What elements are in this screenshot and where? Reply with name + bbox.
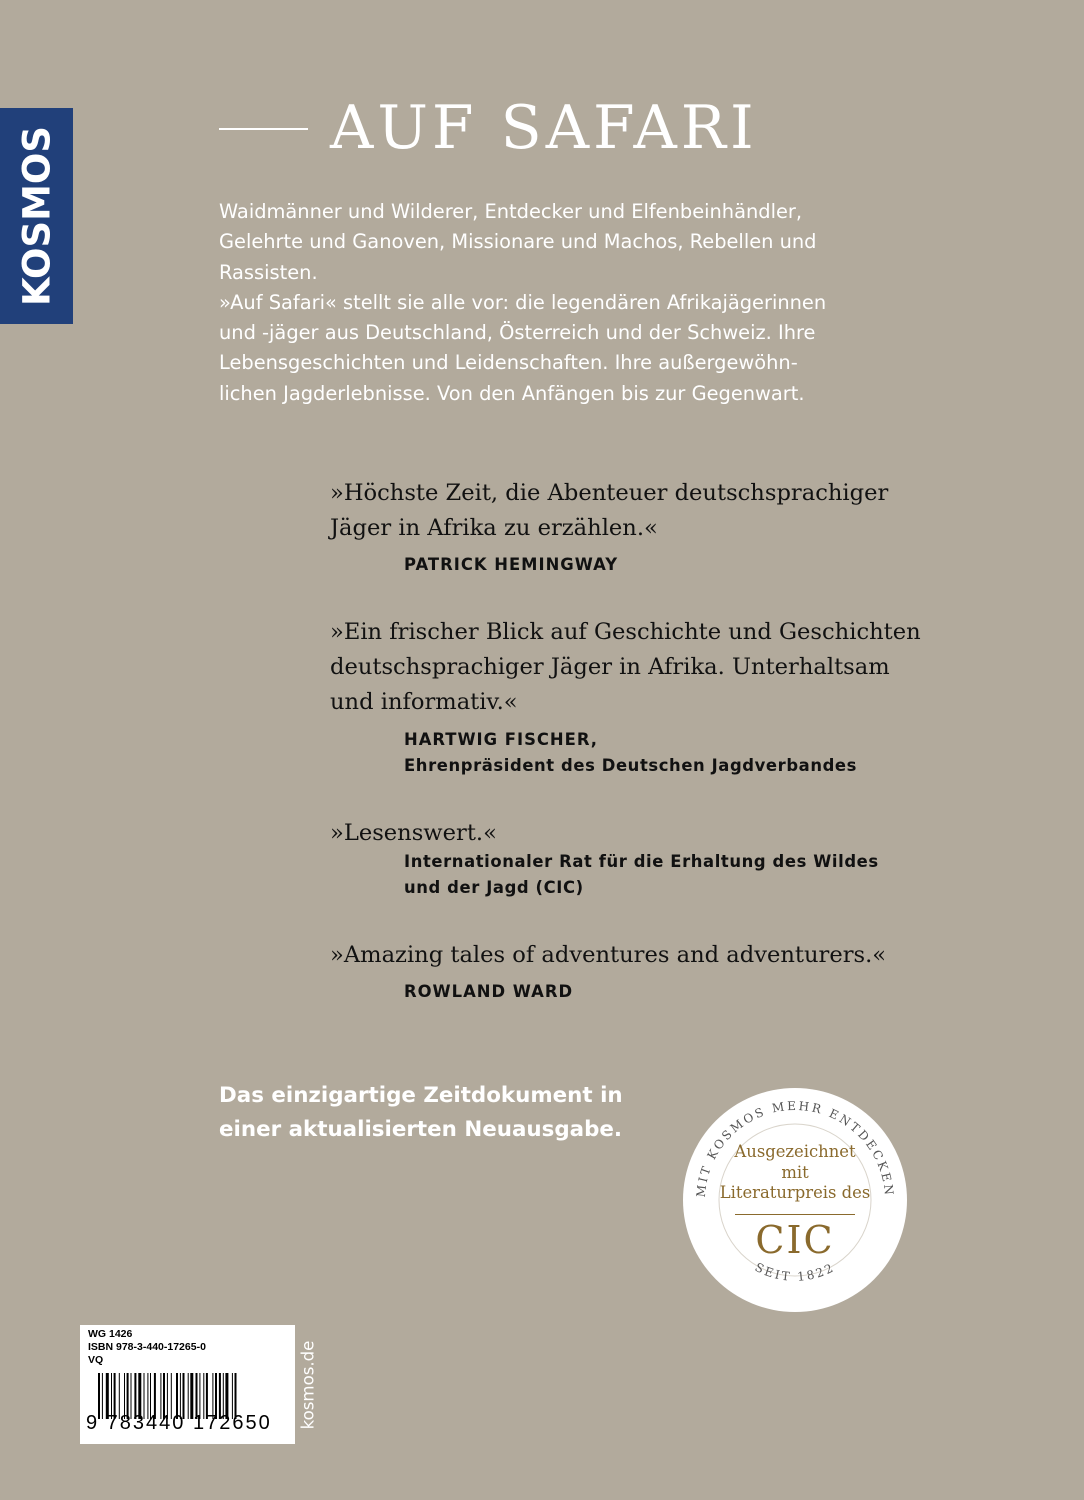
seal-arc-top: MIT KOSMOS MEHR ENTDECKEN xyxy=(693,1098,897,1198)
seal-cic: CIC xyxy=(755,1218,835,1262)
barcode-label xyxy=(80,1325,295,1444)
author-line: Ehrenpräsident des Deutschen Jagdverbandes xyxy=(404,756,857,775)
quote-line: und informativ.« xyxy=(330,689,518,715)
quote-line: deutschsprachiger Jäger in Afrika. Unterhaltsam xyxy=(330,654,890,680)
quote-4 xyxy=(330,938,970,973)
quote-1 xyxy=(330,476,970,546)
author-line: und der Jagd (CIC) xyxy=(404,878,584,897)
seal-line: Ausgezeichnet xyxy=(734,1142,856,1161)
vq-code: VQ xyxy=(88,1354,104,1366)
blurb xyxy=(219,197,899,409)
seal-line: mit xyxy=(781,1162,809,1182)
barcode-meta xyxy=(88,1328,206,1367)
title-rule xyxy=(219,128,308,130)
quote-line: »Höchste Zeit, die Abenteuer deutschsprachiger xyxy=(330,480,889,506)
seal-line: Literaturpreis des xyxy=(719,1183,871,1202)
blurb-line: lichen Jagderlebnisse. Von den Anfängen bis zur Gegenwart. xyxy=(219,381,805,405)
blurb-line: Gelehrte und Ganoven, Missionare und Machos, Rebellen und xyxy=(219,230,817,254)
book-title: AUF SAFARI xyxy=(330,93,758,163)
blurb-line: und -jäger aus Deutschland, Österreich und der Schweiz. Ihre xyxy=(219,321,816,345)
blurb-line: Lebensgeschichten und Leidenschaften. Ihre außergewöhn- xyxy=(219,351,798,375)
author-line: ROWLAND WARD xyxy=(404,982,574,1001)
blurb-line: Rassisten. xyxy=(219,260,318,284)
quote-line: »Amazing tales of adventures and adventurers.« xyxy=(330,942,887,968)
seal-award-text xyxy=(683,1142,907,1204)
publisher-logo-text: KOSMOS xyxy=(15,125,58,307)
tagline-line: Das einzigartige Zeitdokument in xyxy=(219,1083,623,1108)
tagline-line: einer aktualisierten Neuausgabe. xyxy=(219,1117,623,1142)
tagline xyxy=(219,1079,623,1147)
author-line: PATRICK HEMINGWAY xyxy=(404,555,619,574)
quote-line: Jäger in Afrika zu erzählen.« xyxy=(330,515,658,541)
seal-arc-bottom: SEIT 1822 xyxy=(752,1260,838,1284)
author-line: Internationaler Rat für die Erhaltung des Wildes xyxy=(404,852,879,871)
seal-divider xyxy=(735,1214,855,1215)
quote-line: »Lesenswert.« xyxy=(330,820,497,846)
website-text: kosmos.de xyxy=(298,1340,318,1429)
award-seal xyxy=(683,1088,907,1312)
quote-1-author xyxy=(404,552,618,578)
publisher-logo xyxy=(0,108,73,324)
wg-number: WG 1426 xyxy=(88,1328,133,1340)
isbn: ISBN 978-3-440-17265-0 xyxy=(88,1341,206,1353)
quote-3-author xyxy=(404,849,879,901)
quote-3 xyxy=(330,816,970,851)
quote-line: »Ein frischer Blick auf Geschichte und Geschichten xyxy=(330,619,921,645)
barcode-digits: 9 783440 172650 xyxy=(86,1412,272,1434)
quote-4-author xyxy=(404,979,573,1005)
blurb-line: Waidmänner und Wilderer, Entdecker und Elfenbeinhändler, xyxy=(219,200,803,223)
author-line: HARTWIG FISCHER, xyxy=(404,730,598,749)
blurb-line: »Auf Safari« stellt sie alle vor: die legendären Afrikajägerinnen xyxy=(219,290,827,314)
quote-2 xyxy=(330,615,970,720)
quote-2-author xyxy=(404,727,857,779)
website xyxy=(296,1325,320,1444)
